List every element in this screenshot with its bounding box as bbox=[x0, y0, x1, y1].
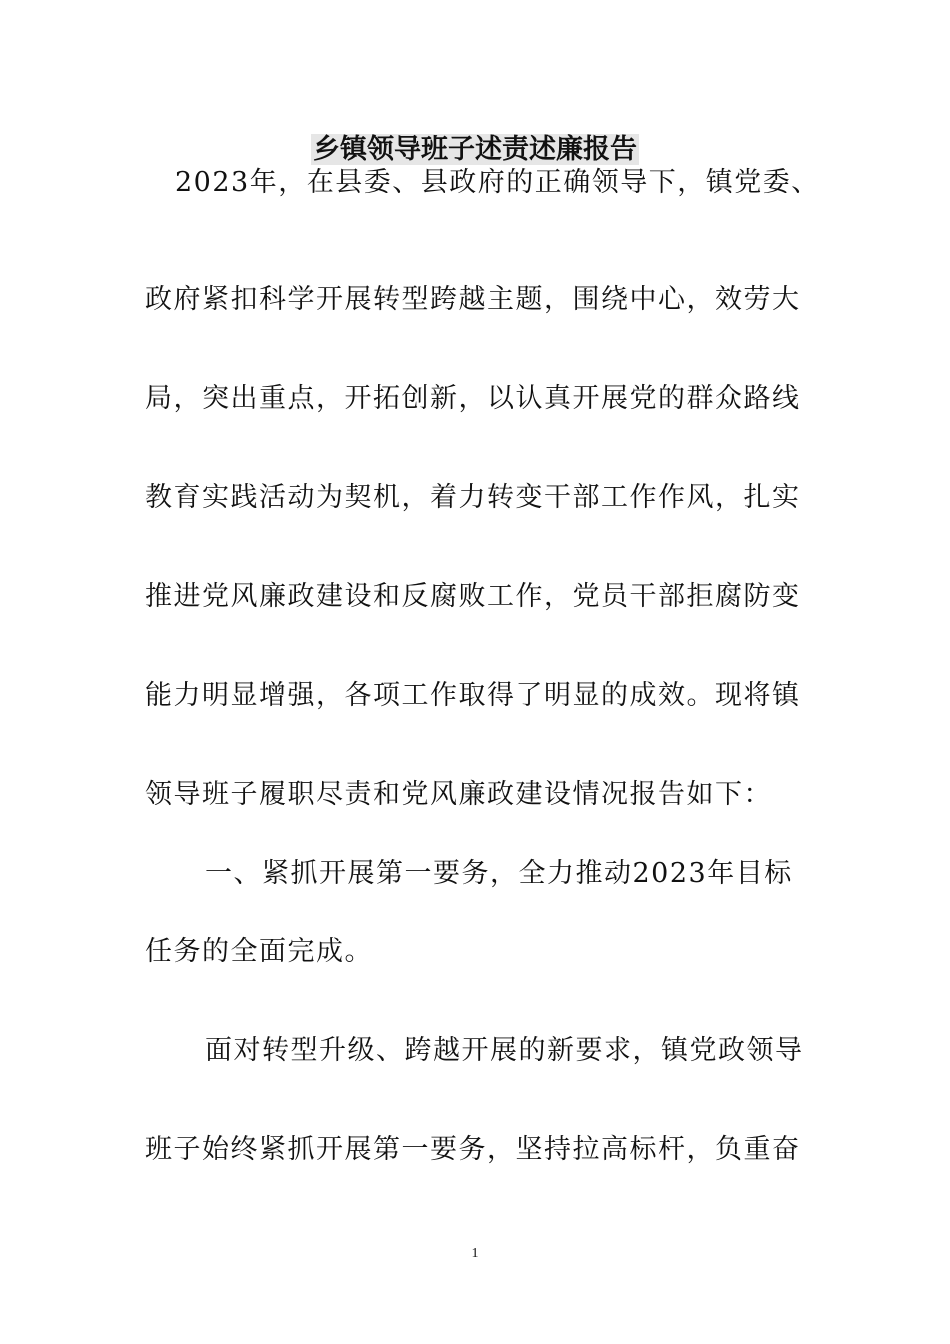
paragraph-line: 政府紧扣科学开展转型跨越主题，围绕中心，效劳大 bbox=[145, 284, 801, 315]
paragraph-line: 2023年，在县委、县政府的正确领导下，镇党委、 bbox=[175, 167, 820, 198]
paragraph-line: 面对转型升级、跨越开展的新要求，镇党政领导 bbox=[205, 1035, 804, 1066]
paragraph-line: 教育实践活动为契机，着力转变干部工作作风，扎实 bbox=[145, 482, 801, 513]
paragraph-line: 能力明显增强，各项工作取得了明显的成效。现将镇 bbox=[145, 680, 801, 711]
document-title-text: 乡镇领导班子述责述廉报告 bbox=[313, 134, 637, 165]
paragraph-line: 领导班子履职尽责和党风廉政建设情况报告如下： bbox=[145, 779, 772, 810]
page-number: 1 bbox=[471, 1246, 479, 1261]
paragraph-line: 局，突出重点，开拓创新，以认真开展党的群众路线 bbox=[145, 383, 801, 414]
paragraph-line: 班子始终紧抓开展第一要务，坚持拉高标杆，负重奋 bbox=[145, 1134, 801, 1165]
section-heading-line: 一、紧抓开展第一要务，全力推动2023年目标 bbox=[205, 858, 793, 889]
paragraph-line: 推进党风廉政建设和反腐败工作，党员干部拒腐防变 bbox=[145, 581, 801, 612]
section-heading-line: 任务的全面完成。 bbox=[145, 936, 373, 967]
